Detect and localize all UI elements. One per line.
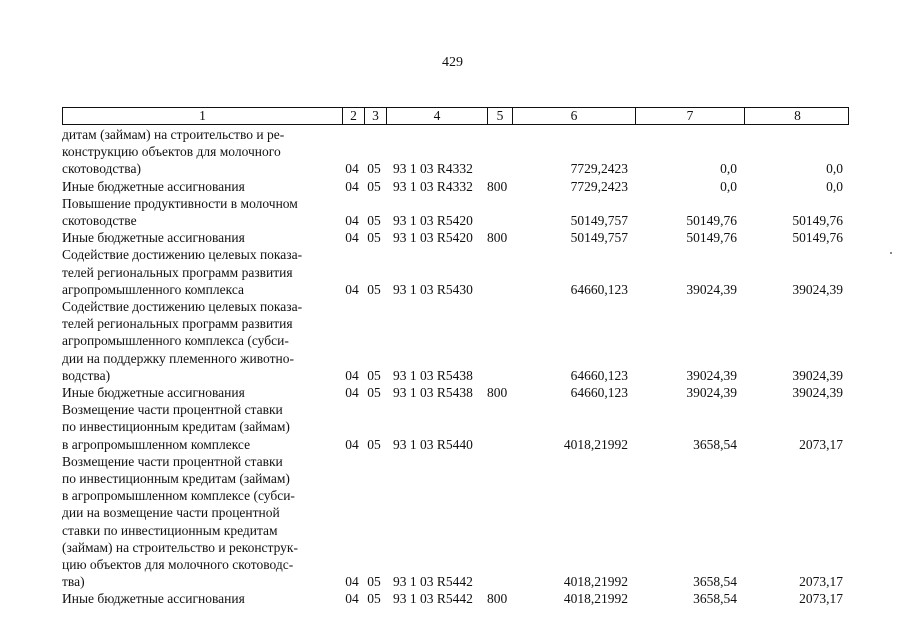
header-col-5: 5	[487, 108, 512, 124]
amount-col-7: 50149,76	[686, 213, 737, 229]
table-row	[62, 590, 849, 607]
header-col-1: 1	[199, 108, 206, 123]
target-article-code: 93 1 03 R4332	[393, 161, 473, 177]
amount-col-6: 50149,757	[570, 213, 628, 229]
amount-col-8: 50149,76	[792, 230, 843, 246]
target-article-code: 93 1 03 R5440	[393, 436, 473, 452]
section-code: 04	[345, 281, 359, 297]
amount-col-7: 39024,39	[686, 281, 737, 297]
subsection-code: 05	[367, 385, 381, 401]
description-line: Иные бюджетные ассигнования	[62, 385, 245, 401]
row-description	[62, 178, 341, 195]
row-description	[62, 298, 341, 384]
amount-col-6: 7729,2423	[570, 178, 628, 194]
target-article-code: 93 1 03 R5438	[393, 385, 473, 401]
description-line: дии на поддержку племенного животно-	[62, 350, 294, 366]
row-description	[62, 229, 341, 246]
section-code: 04	[345, 385, 359, 401]
header-col-8: 8	[744, 108, 850, 124]
section-code: 04	[345, 178, 359, 194]
row-description	[62, 590, 341, 607]
description-line: телей региональных программ развития	[62, 264, 293, 280]
section-code: 04	[345, 161, 359, 177]
subsection-code: 05	[367, 161, 381, 177]
subsection-code: 05	[367, 213, 381, 229]
target-article-code: 93 1 03 R4332	[393, 178, 473, 194]
table-body	[62, 126, 849, 608]
subsection-code: 05	[367, 178, 381, 194]
description-line: по инвестиционным кредитам (займам)	[62, 471, 290, 487]
amount-col-7: 3658,54	[693, 574, 737, 590]
subsection-code: 05	[367, 591, 381, 607]
description-line: в агропромышленном комплексе	[62, 436, 251, 452]
target-article-code: 93 1 03 R5420	[393, 230, 473, 246]
amount-col-8: 39024,39	[792, 367, 843, 383]
expense-type-code: 800	[487, 385, 508, 401]
description-line: скотоводства)	[62, 161, 141, 177]
amount-col-7: 0,0	[720, 178, 737, 194]
expense-type-code: 800	[487, 591, 508, 607]
row-description	[62, 246, 341, 298]
description-line: агропромышленного комплекса (субси-	[62, 333, 289, 349]
amount-col-8: 2073,17	[799, 591, 843, 607]
description-line: дии на возмещение части процентной	[62, 505, 280, 521]
description-line: тва)	[62, 574, 85, 590]
description-line: Иные бюджетные ассигнования	[62, 178, 245, 194]
section-code: 04	[345, 591, 359, 607]
target-article-code: 93 1 03 R5442	[393, 591, 473, 607]
table-row	[62, 195, 849, 229]
table-row	[62, 401, 849, 453]
amount-col-6: 4018,21992	[563, 574, 628, 590]
description-line: дитам (займам) на строительство и ре-	[62, 127, 285, 142]
description-line: ставки по инвестиционным кредитам	[62, 522, 278, 538]
amount-col-6: 7729,2423	[570, 161, 628, 177]
target-article-code: 93 1 03 R5420	[393, 213, 473, 229]
amount-col-6: 4018,21992	[563, 436, 628, 452]
row-description	[62, 126, 341, 178]
description-line: водства)	[62, 367, 111, 383]
description-line: скотоводстве	[62, 213, 137, 229]
description-line: цию объектов для молочного скотоводс-	[62, 557, 294, 573]
amount-col-8: 0,0	[826, 178, 843, 194]
header-col-3: 3	[364, 108, 386, 124]
amount-col-7: 50149,76	[686, 230, 737, 246]
subsection-code: 05	[367, 436, 381, 452]
amount-col-7: 3658,54	[693, 591, 737, 607]
table-row	[62, 229, 849, 246]
description-line: Возмещение части процентной ставки	[62, 402, 283, 418]
amount-col-6: 4018,21992	[563, 591, 628, 607]
amount-col-8: 50149,76	[792, 213, 843, 229]
description-line: конструкцию объектов для молочного	[62, 144, 281, 160]
row-description	[62, 453, 341, 591]
subsection-code: 05	[367, 367, 381, 383]
description-line: Содействие достижению целевых показа-	[62, 247, 303, 263]
header-col-7: 7	[635, 108, 744, 124]
target-article-code: 93 1 03 R5442	[393, 574, 473, 590]
table-header	[62, 107, 849, 125]
header-col-6: 6	[512, 108, 635, 124]
row-description	[62, 195, 341, 229]
amount-col-6: 64660,123	[570, 367, 628, 383]
table-row	[62, 246, 849, 298]
section-code: 04	[345, 213, 359, 229]
header-col-2: 2	[342, 108, 364, 124]
section-code: 04	[345, 574, 359, 590]
amount-col-7: 3658,54	[693, 436, 737, 452]
table-row	[62, 298, 849, 384]
table-row	[62, 178, 849, 195]
description-line: Содействие достижению целевых показа-	[62, 299, 303, 315]
section-code: 04	[345, 436, 359, 452]
amount-col-6: 64660,123	[570, 385, 628, 401]
row-description	[62, 384, 341, 401]
expense-type-code: 800	[487, 230, 508, 246]
subsection-code: 05	[367, 574, 381, 590]
description-line: телей региональных программ развития	[62, 316, 293, 332]
amount-col-8: 2073,17	[799, 574, 843, 590]
subsection-code: 05	[367, 281, 381, 297]
amount-col-6: 50149,757	[570, 230, 628, 246]
amount-col-8: 0,0	[826, 161, 843, 177]
target-article-code: 93 1 03 R5438	[393, 367, 473, 383]
section-code: 04	[345, 367, 359, 383]
amount-col-8: 39024,39	[792, 385, 843, 401]
description-line: Иные бюджетные ассигнования	[62, 230, 245, 246]
amount-col-8: 2073,17	[799, 436, 843, 452]
description-line: агропромышленного комплекса	[62, 281, 244, 297]
description-line: Иные бюджетные ассигнования	[62, 591, 245, 607]
target-article-code: 93 1 03 R5430	[393, 281, 473, 297]
expense-type-code: 800	[487, 178, 508, 194]
table-row	[62, 384, 849, 401]
budget-table	[62, 107, 849, 608]
header-col-4: 4	[386, 108, 487, 124]
description-line: Возмещение части процентной ставки	[62, 453, 283, 469]
row-description	[62, 401, 341, 453]
amount-col-6: 64660,123	[570, 281, 628, 297]
table-row	[62, 126, 849, 178]
description-line: (займам) на строительство и реконструк-	[62, 539, 298, 555]
amount-col-8: 39024,39	[792, 281, 843, 297]
page-number: 429	[442, 55, 463, 70]
table-row	[62, 453, 849, 591]
description-line: в агропромышленном комплексе (субси-	[62, 488, 295, 504]
amount-col-7: 39024,39	[686, 385, 737, 401]
amount-col-7: 0,0	[720, 161, 737, 177]
scan-speck	[890, 252, 892, 254]
subsection-code: 05	[367, 230, 381, 246]
description-line: Повышение продуктивности в молочном	[62, 195, 298, 211]
section-code: 04	[345, 230, 359, 246]
description-line: по инвестиционным кредитам (займам)	[62, 419, 290, 435]
amount-col-7: 39024,39	[686, 367, 737, 383]
